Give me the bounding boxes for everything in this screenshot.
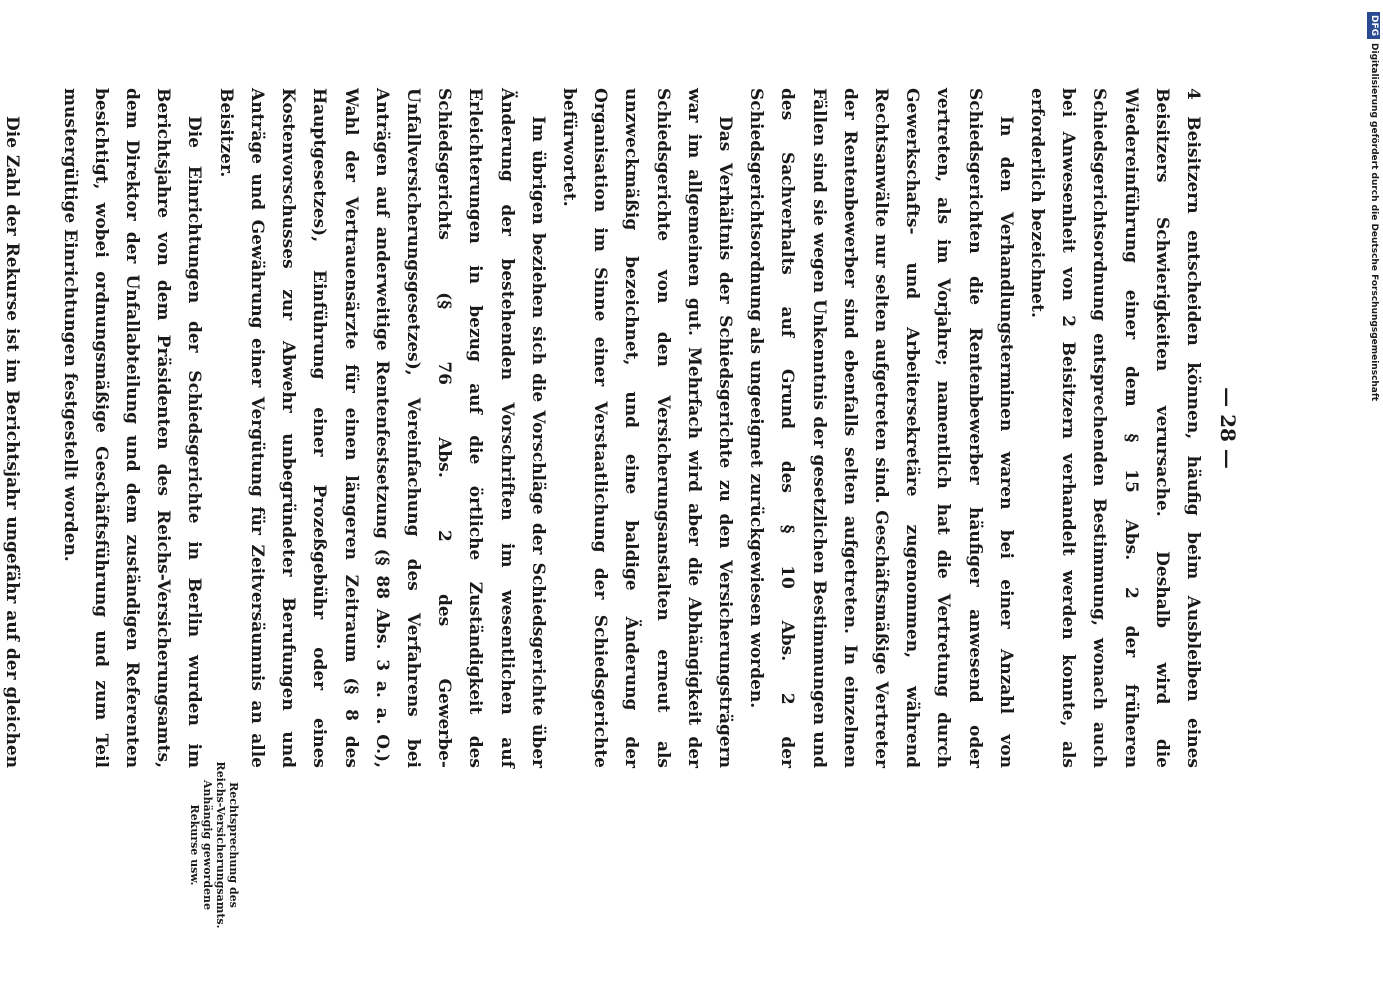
- margin-note: Rechtsprechung des Reichs-Versicherungsamts. Anhängig gewordene Rekurse usw.: [188, 761, 240, 929]
- paragraph-5: Die Einrichtungen der Schiedsgerichte in Berlin wurden im Berichtsjahre von dem Präsidenten des Reichs-Versicherungsamts, dem Direktor der Unfallabteilung und dem zuständigen Referenten besichtigt, wobei ordnungsmäßige Geschäftsführung und zum Teil mustergültige Einrichtungen festgestellt worden.: [59, 88, 205, 768]
- page-text-block: [2, 88, 1248, 768]
- paragraph-3: Das Verhältnis der Schiedsgerichte zu den Versicherungsträgern war im allgemeinen gut. Mehrfach wird aber die Abhängigkeit der Schiedsgerichte von den Versicherungsanstalten erneut als unzweckmäßig bezeichnet, und eine baldige Änderung der Organisation im Sinne einer Verstaatlichung der Schiedsgerichte befürwortet.: [558, 88, 735, 768]
- paragraph-6: Die Zahl der Rekurse ist im Berichtsjahr ungefähr auf der gleichen: [2, 116, 23, 768]
- dfg-logo-icon: DFG: [1367, 12, 1380, 39]
- page-number: — 28 —: [1216, 387, 1240, 469]
- paragraph-2: In den Verhandlungsterminen waren bei einer Anzahl von Schiedsgerichten die Rentenbewerber häufiger anwesend oder vertreten, als im Vorjahre; namentlich hat die Vertretung durch Gewerkschafts- und Arbeitersekretäre zugenommen, während Rechtsanwälte nur selten aufgetreten sind. Geschäftsmäßige Vertreter der Rentenbewerber sind ebenfalls selten aufgetreten. In einzelnen Fällen sind sie wegen Unkenntnis der gesetzlichen Bestimmungen und des Sachverhalts auf Grund des § 10 Abs. 2 der Schiedsgerichtsordnung als ungeeignet zurückgewiesen worden.: [746, 88, 1016, 768]
- paragraph-1: 4 Beisitzern entscheiden können, häufig beim Ausbleiben eines Beisitzers Schwierigkeiten verursache. Deshalb wird die Wiedereinführung einer dem § 15 Abs. 2 der früheren Schiedsgerichtsordnung entsprechenden Bestimmung, wonach auch bei Anwesenheit von 2 Beisitzern verhandelt werden konnte, als erforderlich bezeichnet.: [1026, 88, 1203, 768]
- paragraph-4: Im übrigen beziehen sich die Vorschläge der Schiedsgerichte über Änderung der bestehenden Vorschriften im wesentlichen auf Erleichterungen in bezug auf die örtliche Zuständigkeit des Schiedsgerichts (§ 76 Abs. 2 des Gewerbe-Unfallversicherungsgesetzes), Vereinfachung des Verfahrens bei Anträgen auf anderweitige Rentenfestsetzung (§ 88 Abs. 3 a. a. O.), Wahl der Vertrauensärzte für einen längeren Zeitraum (§ 8 des Hauptgesetzes), Einführung einer Prozeßgebühr oder eines Kostenvorschusses zur Abwehr unbegründeter Berufungen und Anträge und Gewährung einer Vergütung für Zeitversäumnis an alle Beisitzer.: [215, 88, 548, 768]
- digitization-credit: [1366, 12, 1382, 992]
- credit-text: Digitalisierung gefördert durch die Deutsche Forschungsgemeinschaft: [1369, 43, 1379, 402]
